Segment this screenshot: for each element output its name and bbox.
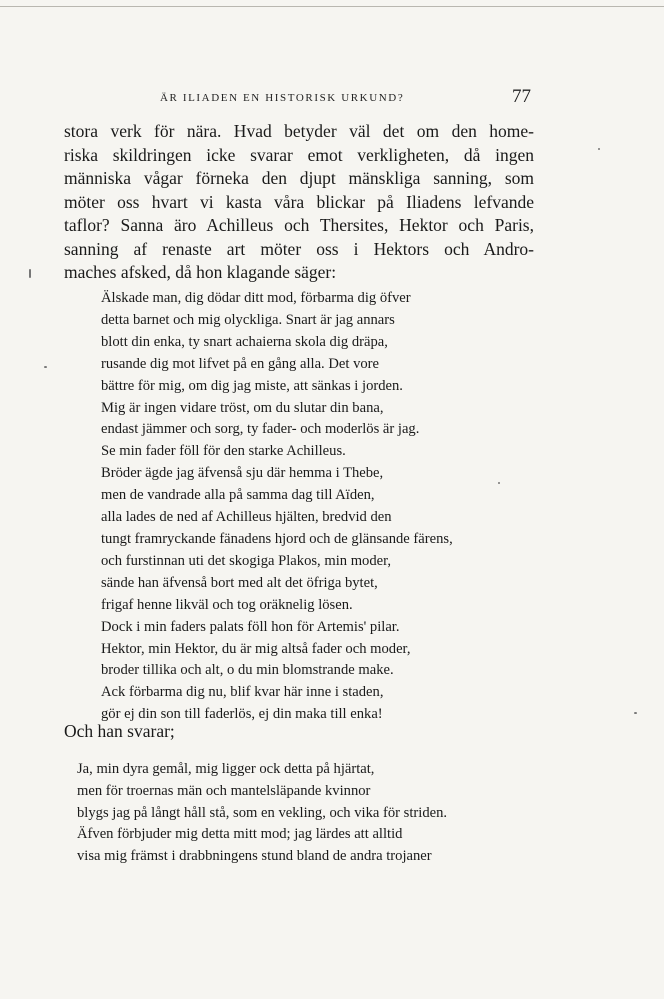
- verse-line: Ja, min dyra gemål, mig ligger ock detta på hjärtat,: [77, 761, 375, 777]
- prose-line: stora verk för nära. Hvad betyder väl det om den home-: [64, 121, 534, 141]
- verse-line: Mig är ingen vidare tröst, om du slutar din bana,: [101, 399, 384, 416]
- verse-line: Dock i min faders palats föll hon för Artemis' pilar.: [101, 618, 400, 635]
- verse-line: Hektor, min Hektor, du är mig altså fader och moder,: [101, 640, 411, 657]
- verse-line: Äfven förbjuder mig detta mitt mod; jag lärdes att alltid: [77, 826, 403, 843]
- connector-line: Och han svarar;: [64, 721, 175, 741]
- prose-line: taflor? Sanna äro Achilleus och Thersites, Hektor och Paris,: [64, 215, 534, 235]
- verse-quotation-andromache: [101, 288, 531, 726]
- running-head: ÄR ILIADEN EN HISTORISK URKUND?: [160, 92, 405, 104]
- page-top-edge: [0, 6, 664, 7]
- print-speck: [634, 712, 637, 714]
- verse-line: alla lades de ned af Achilleus hjälten, bredvid den: [101, 509, 392, 526]
- print-speck: [29, 269, 31, 278]
- verse-quotation-hektor: [77, 759, 517, 868]
- verse-line: gör ej din son till faderlös, ej din maka till enka!: [101, 706, 383, 723]
- prose-paragraph: [64, 120, 534, 285]
- verse-line: frigaf henne likväl och tog oräknelig lösen.: [101, 596, 353, 613]
- page-number: 77: [512, 86, 531, 107]
- verse-line: men för troernas män och mantelsläpande kvinnor: [77, 782, 371, 799]
- prose-line: människa vågar förneka den djupt mänskliga sanning, som: [64, 168, 534, 188]
- verse-line: men de vandrade alla på samma dag till Aïden,: [101, 487, 375, 504]
- verse-line: Älskade man, dig dödar ditt mod, förbarma dig öfver: [101, 290, 411, 306]
- verse-line: och furstinnan uti det skogiga Plakos, min moder,: [101, 552, 392, 569]
- print-speck: [44, 366, 47, 368]
- prose-line: maches afsked, då hon klagande säger:: [64, 262, 337, 282]
- verse-line: blygs jag på långt håll stå, som en vekling, och vika för striden.: [77, 804, 448, 821]
- verse-line: blott din enka, ty snart achaierna skola dig dräpa,: [101, 333, 388, 350]
- prose-line: riska skildringen icke svarar emot verkligheten, då ingen: [64, 144, 534, 165]
- verse-line: endast jämmer och sorg, ty fader- och moderlös är jag.: [101, 421, 420, 438]
- verse-line: broder tillika och alt, o du min blomstrande make.: [101, 662, 394, 679]
- verse-line: sände han äfvenså bort med alt det öfriga bytet,: [101, 574, 378, 591]
- prose-line: sanning af renaste art möter oss i Hektors och Andro-: [64, 238, 534, 259]
- verse-line: visa mig främst i drabbningens stund bland de andra trojaner: [77, 848, 432, 865]
- verse-line: bättre för mig, om dig jag miste, att sänkas i jorden.: [101, 377, 403, 394]
- verse-line: Bröder ägde jag äfvenså sju där hemma i Thebe,: [101, 465, 384, 482]
- print-speck: [498, 482, 500, 484]
- verse-line: Se min fader föll för den starke Achilleus.: [101, 443, 346, 460]
- verse-line: detta barnet och mig olyckliga. Snart är jag annars: [101, 311, 395, 328]
- prose-line: möter oss hvart vi kasta våra blickar på Iliadens lefvande: [64, 191, 534, 212]
- verse-line: Ack förbarma dig nu, blif kvar här inne i staden,: [101, 684, 384, 701]
- verse-line: tungt framryckande fänadens hjord och de glänsande färens,: [101, 530, 453, 547]
- print-speck: [598, 148, 600, 150]
- verse-line: rusande dig mot lifvet på en gång alla. Det vore: [101, 355, 380, 372]
